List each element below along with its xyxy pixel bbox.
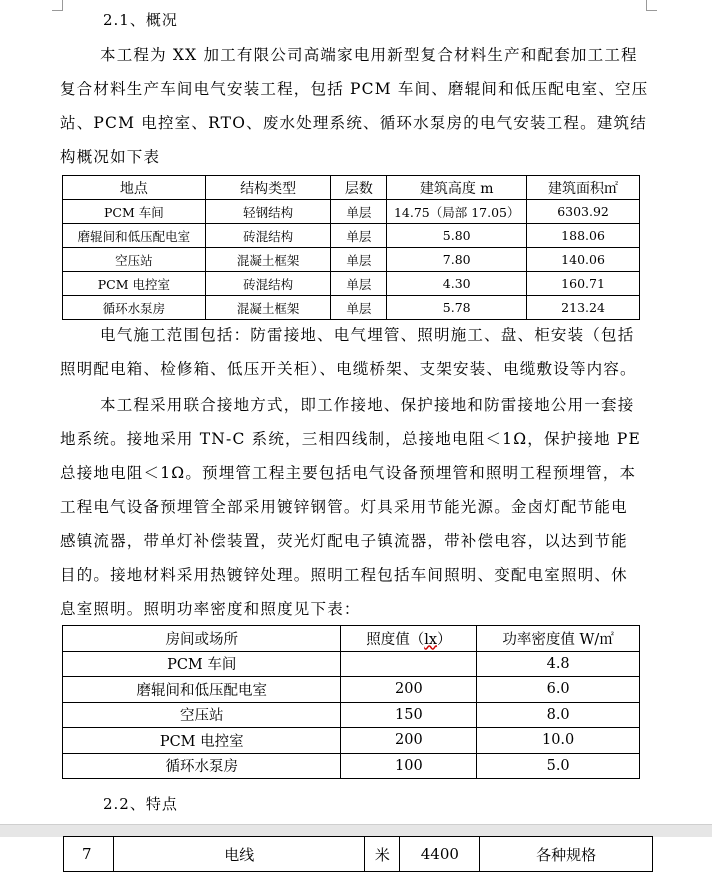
table-cell: 14.75（局部 17.05） xyxy=(387,200,527,224)
text-line: 复合材料生产车间电气安装工程，包括 PCM 车间、磨辊间和低压配电室、空压 xyxy=(60,80,649,98)
section-heading-features: 2.2、特点 xyxy=(103,795,178,813)
materials-table xyxy=(63,836,653,872)
paragraph-grounding xyxy=(60,388,650,626)
table-cell: 砖混结构 xyxy=(205,272,331,296)
table-header: 照度值（lx） xyxy=(341,626,477,652)
table-cell: 循环水泵房 xyxy=(63,753,341,779)
lighting-density-table xyxy=(62,625,640,779)
paragraph-scope xyxy=(60,318,650,386)
table-cell: 4400 xyxy=(400,837,480,872)
text-line: 息室照明。照明功率密度和照度见下表： xyxy=(60,600,361,618)
table-cell: 混凝土框架 xyxy=(205,248,331,272)
text-line: 地系统。接地采用 TN-C 系统，三相四线制，总接地电阻＜1Ω，保护接地 PE xyxy=(60,430,642,448)
text-line: 总接地电阻＜1Ω。预埋管工程主要包括电气设备预埋管和照明工程预埋管，本 xyxy=(60,464,637,482)
table-cell: 100 xyxy=(341,753,477,779)
table-cell: 4.30 xyxy=(387,272,527,296)
text-line: 本工程为 XX 加工有限公司高端家电用新型复合材料生产和配套加工工程 xyxy=(100,46,638,64)
text-line: 感镇流器，带单灯补偿装置，荧光灯配电子镇流器，带补偿电容，以达到节能 xyxy=(60,532,628,550)
table-cell: 140.06 xyxy=(527,248,640,272)
table-header: 建筑面积㎡ xyxy=(527,176,640,200)
table-cell: 7 xyxy=(64,837,114,872)
table-row xyxy=(63,248,640,272)
table-cell: 150 xyxy=(341,702,477,728)
table-cell: 160.71 xyxy=(527,272,640,296)
table-cell: 电线 xyxy=(113,837,365,872)
table-cell xyxy=(341,651,477,677)
table-cell: 10.0 xyxy=(477,728,640,754)
text-line: 本工程采用联合接地方式，即工作接地、保护接地和防雷接地公用一套接 xyxy=(100,396,635,414)
table-cell: PCM 车间 xyxy=(63,200,206,224)
table-cell: PCM 车间 xyxy=(63,651,341,677)
table-cell: 200 xyxy=(341,677,477,703)
table-row xyxy=(64,837,653,872)
text-line: 站、PCM 电控室、RTO、废水处理系统、循环水泵房的电气安装工程。建筑结 xyxy=(60,114,647,132)
table-cell: 5.80 xyxy=(387,224,527,248)
table-row xyxy=(63,296,640,320)
table-row xyxy=(63,272,640,296)
table-cell: 5.78 xyxy=(387,296,527,320)
table-row xyxy=(63,651,640,677)
table-cell: 7.80 xyxy=(387,248,527,272)
margin-corner-mark xyxy=(52,0,63,11)
table-row xyxy=(63,753,640,779)
table-cell: 4.8 xyxy=(477,651,640,677)
table-cell: 轻钢结构 xyxy=(205,200,331,224)
table-header: 地点 xyxy=(63,176,206,200)
table-header: 功率密度值 W/㎡ xyxy=(477,626,640,652)
paragraph-overview xyxy=(60,38,650,174)
text-line: 电气施工范围包括：防雷接地、电气埋管、照明施工、盘、柜安装（包括 xyxy=(100,326,635,344)
table-cell: 单层 xyxy=(331,200,387,224)
table-cell: 空压站 xyxy=(63,702,341,728)
table-cell: 单层 xyxy=(331,272,387,296)
table-cell: 各种规格 xyxy=(480,837,653,872)
table-header-row xyxy=(63,176,640,200)
table-cell: 8.0 xyxy=(477,702,640,728)
table-cell: 砖混结构 xyxy=(205,224,331,248)
table-cell: 磨辊间和低压配电室 xyxy=(63,224,206,248)
table-cell: 188.06 xyxy=(527,224,640,248)
text-line: 目的。接地材料采用热镀锌处理。照明工程包括车间照明、变配电室照明、休 xyxy=(60,566,628,584)
table-cell: 单层 xyxy=(331,296,387,320)
table-row xyxy=(63,200,640,224)
table-row xyxy=(63,702,640,728)
table-header: 建筑高度 m xyxy=(387,176,527,200)
table-cell: 单层 xyxy=(331,248,387,272)
table-cell: 混凝土框架 xyxy=(205,296,331,320)
table-cell: PCM 电控室 xyxy=(63,728,341,754)
table-row xyxy=(63,224,640,248)
table-cell: PCM 电控室 xyxy=(63,272,206,296)
text-line: 照明配电箱、检修箱、低压开关柜）、电缆桥架、支架安装、电缆敷设等内容。 xyxy=(60,360,637,378)
table-header: 房间或场所 xyxy=(63,626,341,652)
table-header: 结构类型 xyxy=(205,176,331,200)
table-cell: 单层 xyxy=(331,224,387,248)
table-cell: 循环水泵房 xyxy=(63,296,206,320)
margin-corner-mark xyxy=(646,0,657,11)
table-cell: 米 xyxy=(365,837,400,872)
building-structure-table xyxy=(62,175,640,320)
table-row xyxy=(63,677,640,703)
table-header: 层数 xyxy=(331,176,387,200)
table-cell: 空压站 xyxy=(63,248,206,272)
table-cell: 6.0 xyxy=(477,677,640,703)
table-cell: 200 xyxy=(341,728,477,754)
table-cell: 磨辊间和低压配电室 xyxy=(63,677,341,703)
table-cell: 213.24 xyxy=(527,296,640,320)
table-header-row xyxy=(63,626,640,652)
table-cell: 6303.92 xyxy=(527,200,640,224)
table-cell: 5.0 xyxy=(477,753,640,779)
text-line: 工程电气设备预埋管全部采用镀锌钢管。灯具采用节能光源。金卤灯配节能电 xyxy=(60,498,628,516)
table-row xyxy=(63,728,640,754)
section-heading-overview: 2.1、概况 xyxy=(103,11,178,29)
text-line: 构概况如下表 xyxy=(60,148,161,166)
